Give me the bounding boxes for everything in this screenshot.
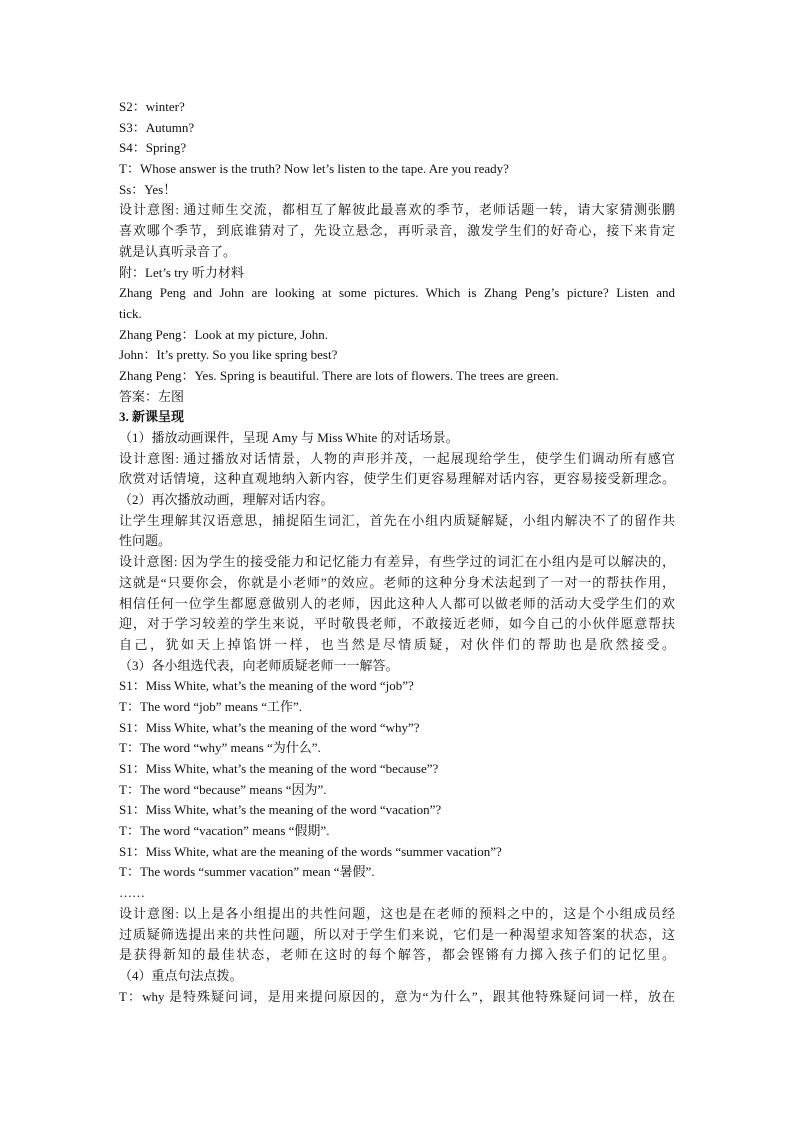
text-line: 设计意图: 因为学生的接受能力和记忆能力有差异，有些学过的词汇在小组内是可以解决的，	[119, 554, 675, 570]
text-line: 过质疑筛选提出来的共性问题，所以对于学生们来说，它们是一种渴望求知答案的状态，这	[119, 926, 675, 942]
text-line: T：The word “job” means “工作”.	[119, 698, 303, 714]
text-line: 性问题。	[119, 533, 172, 549]
text-line: S1：Miss White, what’s the meaning of the word “vacation”?	[119, 802, 442, 818]
text-line: T：The word “why” means “为什么”.	[119, 740, 321, 756]
text-line: tick.	[119, 305, 142, 321]
text-line: 附：Let’s try 听力材料	[119, 264, 244, 280]
text-line: Ss：Yes！	[119, 181, 177, 197]
text-line: Zhang Peng and John are looking at some pictures. Which is Zhang Peng’s picture? Listen and	[119, 285, 675, 301]
text-line: （3）各小组选代表，向老师质疑老师一一解答。	[119, 657, 399, 673]
text-line: （1）播放动画课件，呈现 Amy 与 Miss White 的对话场景。	[119, 430, 459, 445]
text-line: S1：Miss White, what’s the meaning of the word “because”?	[119, 761, 439, 776]
text-line: 喜欢哪个季节，到底谁猜对了，先设立悬念，再听录音，激发学生们的好奇心，接下来肯定	[119, 223, 675, 239]
text-line: Zhang Peng：Yes. Spring is beautiful. There are lots of flowers. The trees are green.	[119, 367, 559, 383]
text-line: ……	[119, 885, 145, 901]
text-line: Zhang Peng：Look at my picture, John.	[119, 326, 329, 342]
text-line: T：The words “summer vacation” mean “暑假”.	[119, 864, 375, 880]
text-line: 这就是“只要你会，你就是小老师”的效应。老师的这种分身术法起到了一对一的帮扶作用，	[119, 574, 675, 590]
text-line: （4）重点句法点拨。	[119, 967, 243, 983]
text-line: T：why 是特殊疑问词，是用来提问原因的，意为“为什么”，跟其他特殊疑问词一样，放在	[119, 988, 675, 1004]
text-line: S4：Spring?	[119, 140, 187, 156]
text-line: （2）再次播放动画，理解对话内容。	[119, 492, 334, 508]
text-line: T：The word “because” means “因为”.	[119, 781, 327, 797]
document-body	[119, 97, 675, 1007]
text-line: 自己，犹如天上掉馅饼一样，也当然是尽情质疑，对伙伴们的帮助也是欣然接受。	[119, 636, 675, 652]
text-line: S1：Miss White, what’s the meaning of the word “job”?	[119, 678, 414, 694]
text-line: T：The word “vacation” means “假期”.	[119, 823, 330, 839]
text-line: 就是认真听录音了。	[119, 243, 237, 259]
section-heading: 3. 新课呈现	[119, 409, 185, 425]
text-line: 设计意图: 通过师生交流，都相互了解彼此最喜欢的季节，老师话题一转，请大家猜测张鹏	[119, 202, 675, 218]
text-line: 让学生理解其汉语意思，捕捉陌生词汇，首先在小组内质疑解疑，小组内解决不了的留作共	[119, 512, 675, 528]
text-line: 设计意图: 通过播放对话情景，人物的声形并茂，一起展现给学生，使学生们调动所有感官	[119, 450, 675, 466]
text-line: 是获得新知的最佳状态，老师在这时的每个解答，都会铿锵有力掷入孩子们的记忆里。	[119, 947, 675, 963]
text-line: S2：winter?	[119, 99, 185, 114]
text-line: T：Whose answer is the truth? Now let’s listen to the tape. Are you ready?	[119, 161, 509, 177]
text-line: 设计意图: 以上是各小组提出的共性问题，这也是在老师的预料之中的，这是个小组成员经	[119, 905, 675, 921]
text-line: 迎，对于学习较差的学生来说，平时敬畏老师，不敢接近老师，如今自己的小伙伴愿意帮扶	[119, 616, 675, 632]
text-line: S1：Miss White, what are the meaning of the words “summer vacation”?	[119, 843, 502, 859]
text-line: 欣赏对话情境，这种直观地纳入新内容，使学生们更容易理解对话内容，更容易接受新理念。	[119, 471, 675, 487]
text-line: S1：Miss White, what’s the meaning of the word “why”?	[119, 719, 420, 735]
text-line: John：It’s pretty. So you like spring best?	[119, 347, 338, 363]
text-line: 相信任何一位学生都愿意做别人的老师，因此这种人人都可以做老师的活动大受学生们的欢	[119, 595, 675, 611]
text-line: 答案：左图	[119, 388, 185, 404]
text-line: S3：Autumn?	[119, 119, 195, 135]
